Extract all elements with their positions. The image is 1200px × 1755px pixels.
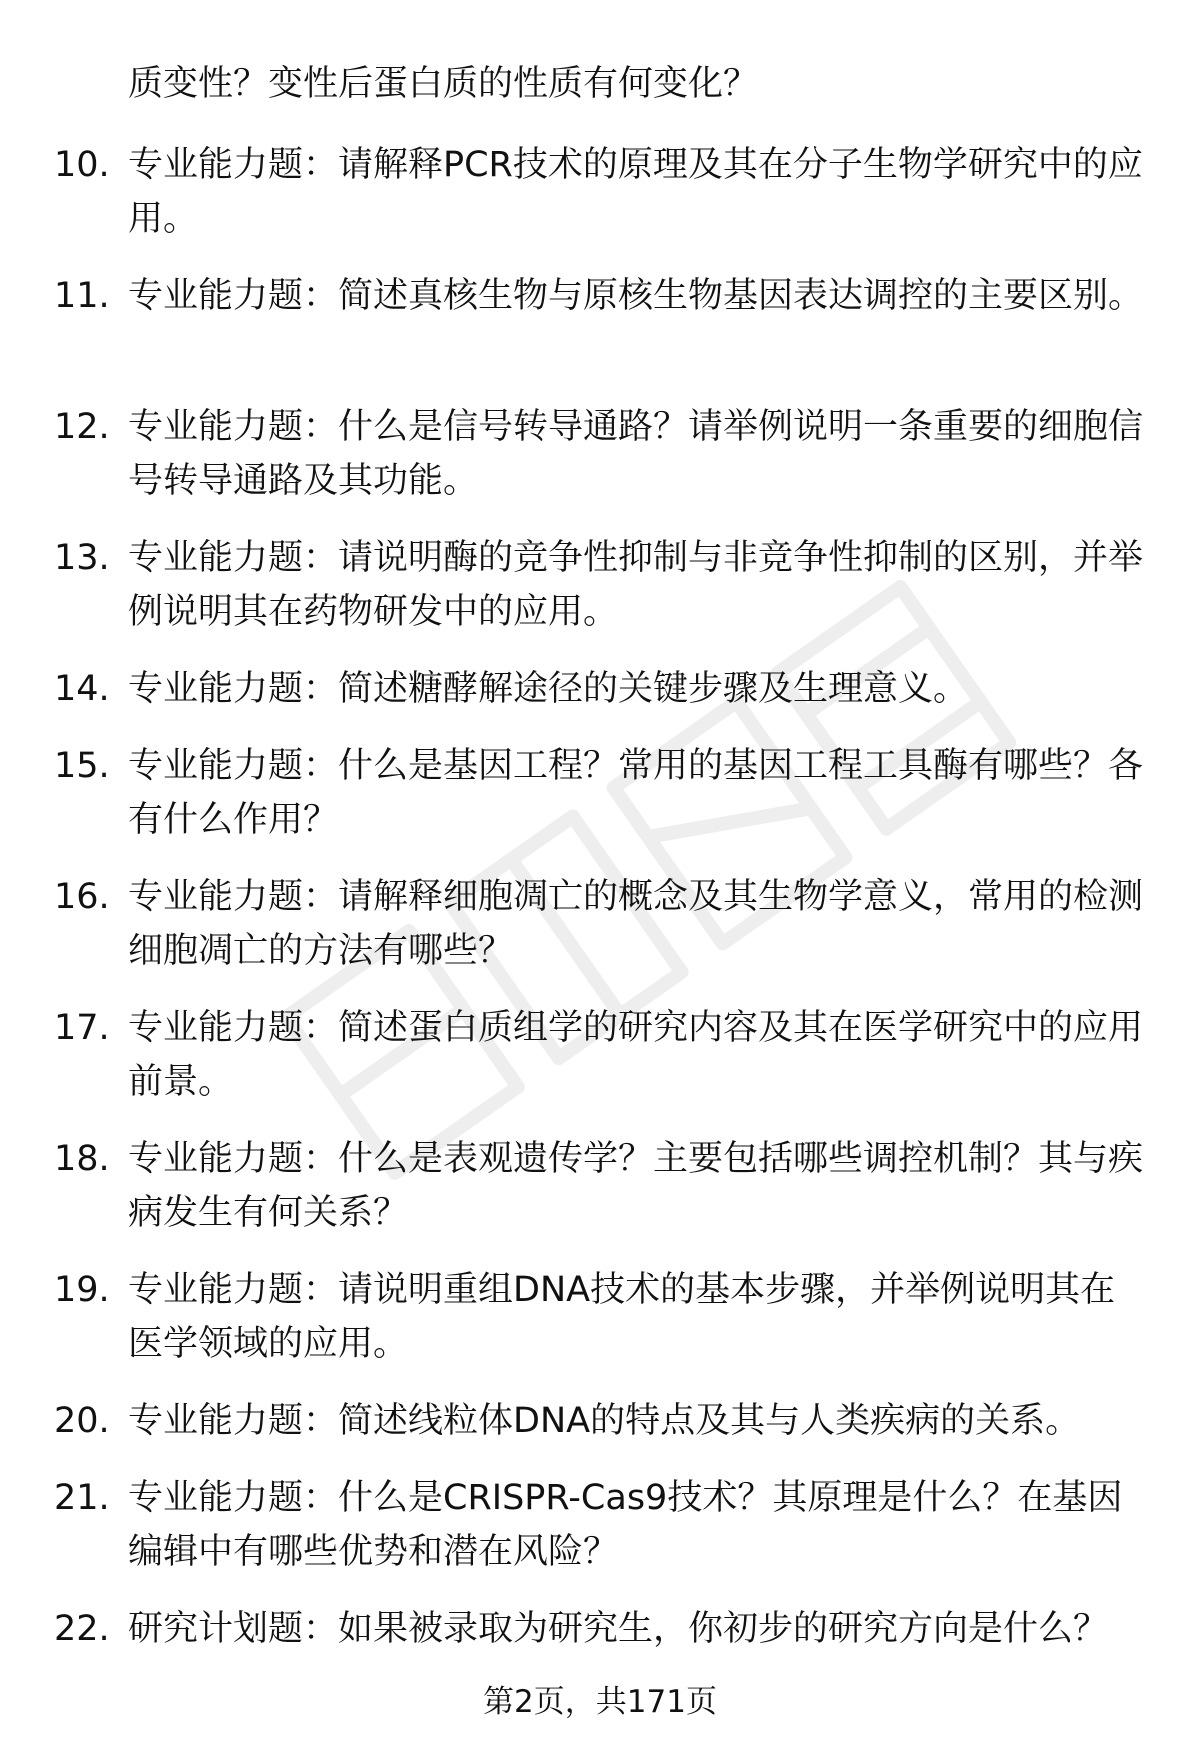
question-text: 专业能力题：请解释细胞凋亡的概念及其生物学意义，常用的检测细胞凋亡的方法有哪些？ [128,877,1144,971]
question-item [0,1132,1200,1240]
question-text: 专业能力题：什么是信号转导通路？请举例说明一条重要的细胞信号转导通路及其功能。 [128,407,1144,501]
question-number: 12. [54,407,110,447]
question-item [0,400,1200,508]
question-number: 10. [54,145,110,185]
question-number: 21. [54,1478,110,1518]
question-number: 17. [54,1008,110,1048]
question-text: 专业能力题：请解释PCR技术的原理及其在分子生物学研究中的应用。 [128,145,1143,239]
question-item [0,1471,1200,1579]
question-number: 16. [54,877,110,917]
question-item [0,739,1200,847]
question-text: 专业能力题：请说明重组DNA技术的基本步骤，并举例说明其在医学领域的应用。 [128,1270,1116,1364]
question-text: 专业能力题：什么是表观遗传学？主要包括哪些调控机制？其与疾病发生有何关系？ [128,1139,1144,1233]
question-number: 19. [54,1270,110,1310]
question-number: 14. [54,669,110,709]
question-number: 15. [54,746,110,786]
question-item [0,531,1200,639]
question-text: 专业能力题：什么是基因工程？常用的基因工程工具酶有哪些？各有什么作用？ [128,746,1144,840]
question-item [0,1394,1200,1448]
question-item [0,1263,1200,1371]
question-item [0,1602,1200,1656]
question-text: 专业能力题：简述真核生物与原核生物基因表达调控的主要区别。 [128,276,1144,316]
question-number: 22. [54,1609,110,1649]
page-footer: 第2页，共171页 [483,1684,717,1720]
question-item [0,1001,1200,1109]
question-item [0,662,1200,716]
question-item [0,870,1200,978]
question-number: 11. [54,276,110,316]
question-9-continuation: 质变性？变性后蛋白质的性质有何变化？ [128,64,759,104]
question-number: 18. [54,1139,110,1179]
question-text: 专业能力题：简述蛋白质组学的研究内容及其在医学研究中的应用前景。 [128,1008,1144,1102]
question-text: 专业能力题：简述糖酵解途径的关键步骤及生理意义。 [128,669,969,709]
question-text: 专业能力题：简述线粒体DNA的特点及其与人类疾病的关系。 [128,1401,1081,1441]
question-item [0,269,1200,377]
question-text: 研究计划题：如果被录取为研究生，你初步的研究方向是什么？ [128,1609,1109,1649]
question-number: 13. [54,538,110,578]
question-list [0,138,1200,1679]
question-number: 20. [54,1401,110,1441]
question-text: 专业能力题：什么是CRISPR-Cas9技术？其原理是什么？在基因编辑中有哪些优势和潜在风险？ [128,1478,1123,1572]
question-text: 专业能力题：请说明酶的竞争性抑制与非竞争性抑制的区别，并举例说明其在药物研发中的应用。 [128,538,1144,632]
question-item [0,138,1200,246]
